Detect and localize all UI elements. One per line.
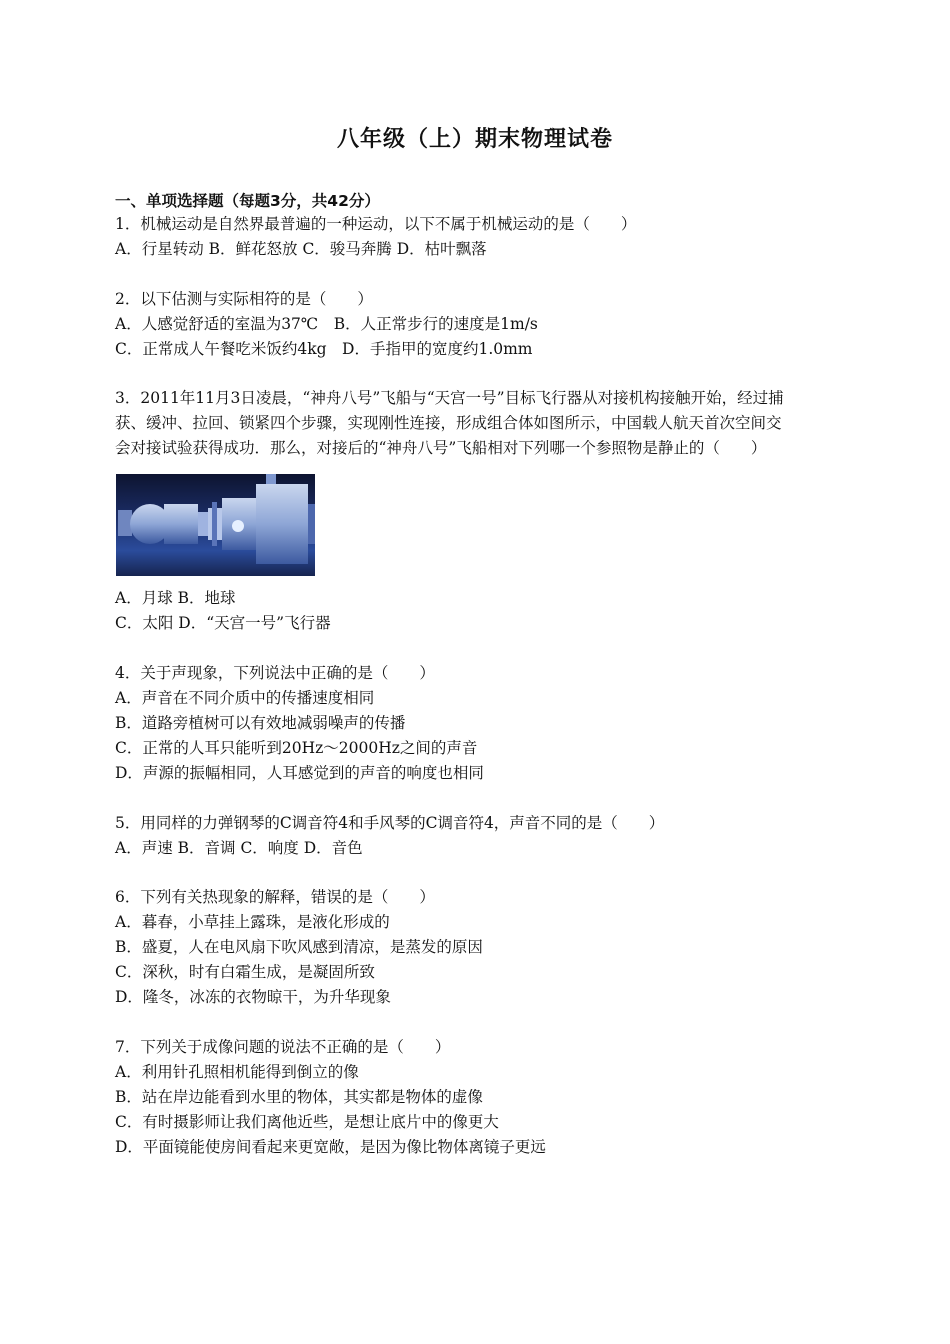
question-option: A．人感觉舒适的室温为37℃ B．人正常步行的速度是1m/s [115,315,538,333]
question-7 [115,1035,855,1160]
question-stem: 6．下列有关热现象的解释，错误的是（ ） [115,888,435,906]
question-stem: 1．机械运动是自然界最普遍的一种运动，以下不属于机械运动的是（ ） [115,215,637,233]
question-option: A．暮春，小草挂上露珠，是液化形成的 [115,913,390,931]
question-option: B．站在岸边能看到水里的物体，其实都是物体的虚像 [115,1088,483,1106]
question-option: A．利用针孔照相机能得到倒立的像 [115,1063,359,1081]
page-title: 八年级（上）期末物理试卷 [336,127,613,152]
question-option: B．道路旁植树可以有效地减弱噪声的传播 [115,714,406,732]
question-option: A．声音在不同介质中的传播速度相同 [115,689,375,707]
question-option: A．声速 B．音调 C．响度 D．音色 [115,839,363,857]
question-3-options [115,586,855,636]
question-2 [115,287,855,362]
question-stem: 4．关于声现象，下列说法中正确的是（ ） [115,664,435,682]
question-stem: 5．用同样的力弹钢琴的C调音符4和手风琴的C调音符4，声音不同的是（ ） [115,814,665,832]
question-option: D．隆冬，冰冻的衣物晾干，为升华现象 [115,988,391,1006]
question-stem-line: 3．2011年11月3日凌晨，“神舟八号”飞船与“天宫一号”目标飞行器从对接机构接触开始，经过捕 [115,389,784,407]
question-option: C．深秋，时有白霜生成，是凝固所致 [115,963,375,981]
question-option: B．盛夏，人在电风扇下吹风感到清凉，是蒸发的原因 [115,938,483,956]
question-6 [115,885,855,1010]
question-stem-line: 获、缓冲、拉回、锁紧四个步骤，实现刚性连接，形成组合体如图所示，中国载人航天首次空间交 [115,414,782,432]
question-option: C．有时摄影师让我们离他近些，是想让底片中的像更大 [115,1113,499,1131]
spacecraft-illustration [116,474,315,576]
section-heading: 一、单项选择题（每题3分，共42分） [115,192,380,210]
question-options: A．行星转动 B．鲜花怒放 C．骏马奔腾 D．枯叶飘落 [115,240,487,258]
question-5 [115,811,855,861]
question-option: D．平面镜能使房间看起来更宽敞，是因为像比物体离镜子更远 [115,1138,546,1156]
question-1 [115,212,855,262]
question-stem-line: 会对接试验获得成功．那么，对接后的“神舟八号”飞船相对下列哪一个参照物是静止的（ ） [115,439,767,457]
question-stem: 7．下列关于成像问题的说法不正确的是（ ） [115,1038,451,1056]
question-option: D．声源的振幅相同，人耳感觉到的声音的响度也相同 [115,764,484,782]
question-option: A．月球 B．地球 [115,589,236,607]
question-4 [115,661,855,786]
question-option: C．正常成人午餐吃米饭约4kg D．手指甲的宽度约1.0mm [115,340,533,358]
question-option: C．正常的人耳只能听到20Hz～2000Hz之间的声音 [115,739,478,757]
question-3 [115,386,855,461]
question-option: C．太阳 D．“天宫一号”飞行器 [115,614,331,632]
question-stem: 2．以下估测与实际相符的是（ ） [115,290,373,308]
docking-spacecraft-image [116,474,315,576]
